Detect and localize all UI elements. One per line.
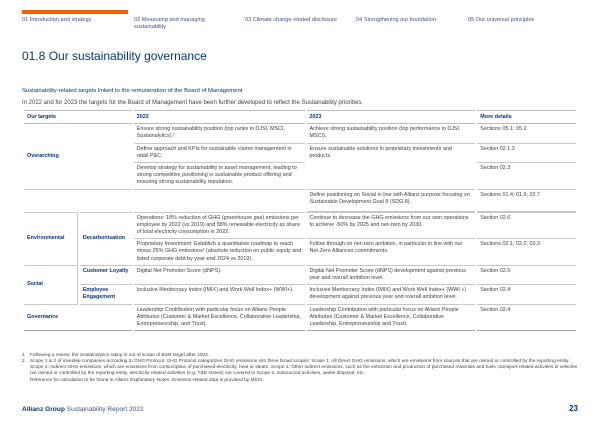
category-governance: Governance bbox=[24, 305, 132, 332]
targets-table bbox=[22, 110, 578, 331]
category-overarching: Overarching bbox=[24, 124, 132, 189]
nav-chapter-01[interactable]: 01 Introduction and strategy bbox=[22, 17, 92, 23]
footer-brand: Allianz Group bbox=[22, 406, 65, 413]
subcategory-customer-loyalty: Customer Loyalty bbox=[80, 266, 132, 285]
cell-2022: Develop strategy for sustainability in asset management, leading to strong competitive positioning in sustainable product offering and ensuring strong sustainability reputation. bbox=[134, 163, 305, 190]
reference-note: Reference for calculation to be found in Allianz Explanatory Notes. Emission-related data is provided by MSCI. bbox=[30, 378, 264, 383]
cell-2023: Continue to decrease the GHG emissions from our own operations to achieve -50% by 2025 and net-zero by 2030. bbox=[307, 212, 476, 240]
cell-2023: Leadership Contribution with particular focus on Allianz People Attributes (Customer & Market Excellence, Collaborative Leadership, Entrepreneurship and Trust). bbox=[307, 305, 476, 332]
cell-details: Section 02.5 bbox=[477, 266, 576, 285]
intro-text: In 2022 and for 2023 the targets for the Board of Management have been further developed to reflect the Sustainability priorities. bbox=[22, 100, 363, 106]
table-row bbox=[24, 124, 576, 143]
cell-2023: Ensure sustainable solutions in proprietary investments and products. bbox=[307, 144, 476, 190]
cell-details: Section 02.1.3 bbox=[477, 144, 576, 163]
cell-details: Sections 05.1; 05.2 bbox=[477, 124, 576, 143]
cell-details: Section 02.3 bbox=[477, 163, 576, 190]
cell-2023: Digital Net Promoter Score (dNPS) development against previous year and overall ambition level. bbox=[307, 266, 476, 285]
cell-empty bbox=[24, 190, 132, 212]
nav-chapter-04[interactable]: 04 Strengthening our foundation bbox=[356, 17, 436, 23]
cell-2022: Define approach and KPIs for sustainable claims management in retail P&C. bbox=[134, 144, 305, 163]
nav-chapter-03[interactable]: 03 Climate change related disclosure bbox=[245, 17, 338, 23]
table-row bbox=[24, 285, 576, 304]
page-footer bbox=[22, 406, 144, 413]
nav-chapter-02[interactable]: 02 Measuring and managing sustainability bbox=[134, 17, 205, 31]
header-2023: 2023 bbox=[307, 110, 476, 124]
category-environmental: Environmental bbox=[24, 212, 78, 266]
cell-2022: Ensure strong sustainability position (top ranks in DJSI, MSCI, Sustainalytics).¹ bbox=[134, 124, 305, 143]
cell-2022: Leadership Contribution with particular focus on Allianz People Attributes (Customer & Market Excellence, Collaborative Leadership, Entrepreneurship, and Trust). bbox=[134, 305, 305, 332]
active-chapter-indicator bbox=[22, 10, 128, 14]
page-number: 23 bbox=[569, 404, 578, 413]
cell-2022: Inclusive Meritocracy Index (IMIX) and Work Well Index+ (WWI+). bbox=[134, 285, 305, 304]
table-row bbox=[24, 190, 576, 212]
footnote-2 bbox=[22, 359, 578, 377]
table-row bbox=[24, 305, 576, 332]
cell-details: Section 02.4 bbox=[477, 285, 576, 304]
cell-2023: Follow through on net-zero ambition, in particular in line with our Net-Zero Alliances commitments. bbox=[307, 239, 476, 266]
cell-2022-empty bbox=[134, 190, 305, 212]
chapter-navigation bbox=[22, 10, 578, 38]
cell-2023: Achieve strong sustainability position (top performance in DJSI, MSCI). bbox=[307, 124, 476, 143]
table-row bbox=[24, 212, 576, 240]
footer-report-title: Sustainability Report 2022 bbox=[66, 406, 144, 413]
footnote-number: 1 bbox=[22, 353, 25, 358]
footnote-number: 2 bbox=[22, 359, 25, 364]
table-header-row bbox=[24, 110, 576, 124]
subcategory-decarbonisation: Decarbonisation bbox=[80, 212, 132, 266]
footnotes bbox=[22, 353, 578, 384]
cell-2022: Operations: 18% reduction of GHG (greenhouse gas) emissions per employee by 2022 (vs 2019) and 88% renewable electricity as share of total electricity consumption in 2022. bbox=[134, 212, 305, 240]
cell-details: Sections 01.4; 01.6; 02.7 bbox=[477, 190, 576, 212]
header-2022: 2022 bbox=[134, 110, 305, 124]
cell-2022: Proprietary Investment: Establish a quantitative roadmap to reach minus 25% GHG emissions² (absolute reduction on public equity and listed corporate debt by year-end 2024 vs 2019). bbox=[134, 239, 305, 266]
footnote-text: Following a review, the Sustainalytics rating is out of scope of BoM target after 2022. bbox=[30, 353, 210, 358]
category-social: Social bbox=[24, 266, 78, 305]
cell-details: Section 02.6 bbox=[477, 212, 576, 240]
cell-details: Sections 02.1; 02.2; 03.3 bbox=[477, 239, 576, 266]
cell-2022: Digital Net Promoter Score (dNPS). bbox=[134, 266, 305, 285]
table-title: Sustainability-related targets linked to the remuneration of the Board of Management bbox=[22, 88, 243, 94]
header-more-details: More details bbox=[477, 110, 576, 124]
footnote-text: Scope 1 & 2 of investee companies according to GHG Protocol. GHG Protocol categorizes GHG emissions into three broad scopes: Scope 1: All Direct GHG emissions, which are emissions from sources that are owned or controlled by the reporting entity. Scope 2: Indirect GHG emissions, which are emissions from consumption of purchased electricity, heat or steam. Scope 3: Other indirect emissions, such as the extraction and production of purchased materials and fuels, transport-related activities in vehicles not owned or controlled by the reporting entity, electricity related activities (e.g. T&D losses) not covered in Scope 2, outsourced activities, waste disposal, etc. bbox=[30, 359, 578, 376]
page-title: 01.8 Our sustainability governance bbox=[22, 49, 207, 63]
cell-details: Section 02.4 bbox=[477, 305, 576, 332]
cell-2023: Inclusive Meritocracy Index (IMIX) and Work Well Index+ (WWI +) development against previous year and overall ambition level. bbox=[307, 285, 476, 304]
header-our-targets: Our targets bbox=[24, 110, 132, 124]
cell-2023: Define positioning on Social in line with Allianz purpose focusing on Sustainable Development Goal 8 (SDG 8). bbox=[307, 190, 476, 212]
nav-chapter-05[interactable]: 05 Our universal principles bbox=[468, 17, 535, 23]
subcategory-employee-engagement: Employee Engagement bbox=[80, 285, 132, 304]
table-row bbox=[24, 266, 576, 285]
